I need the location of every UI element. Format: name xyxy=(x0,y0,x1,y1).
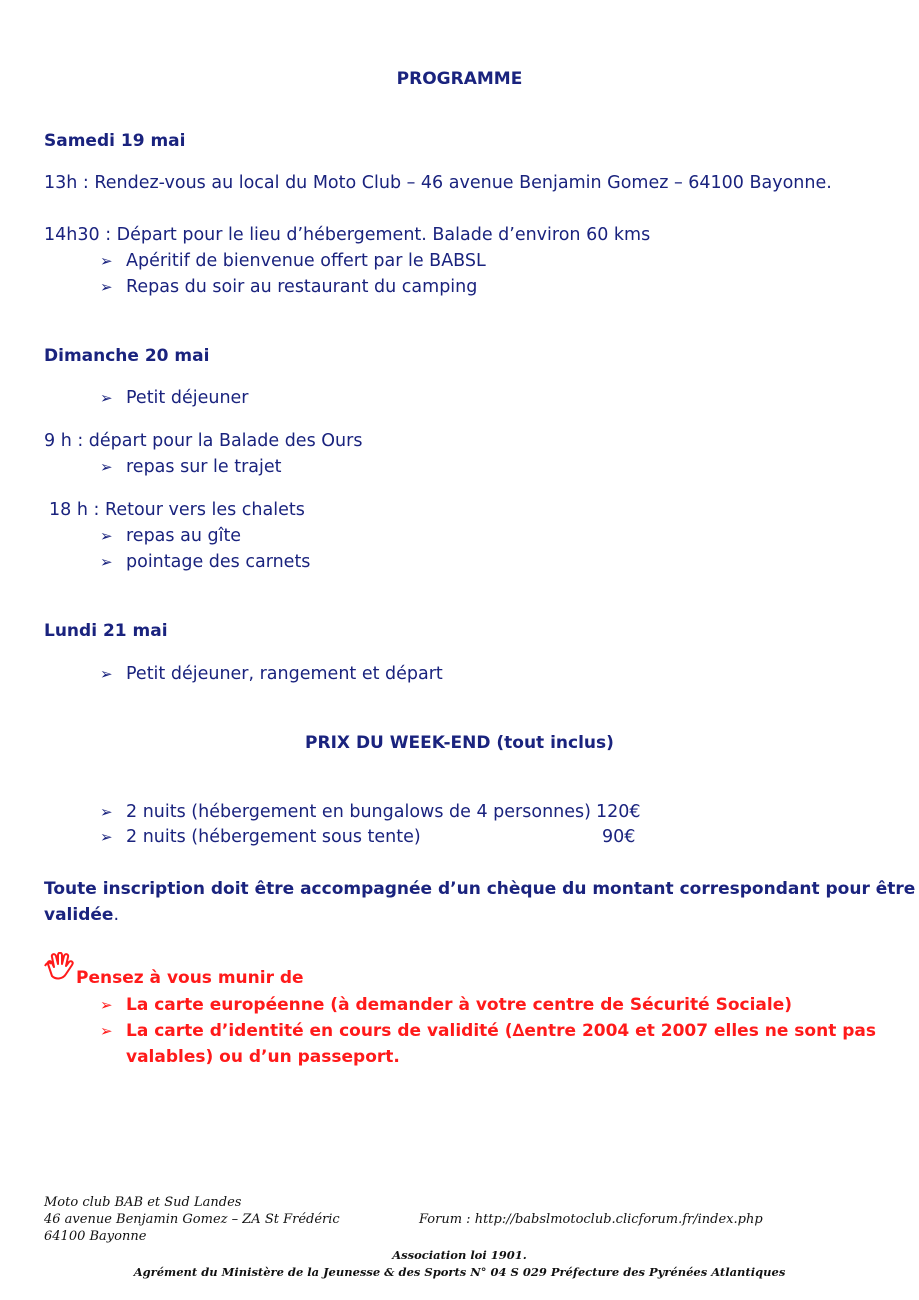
arrow-bullet-icon: ➢ xyxy=(100,458,113,476)
price-row: ➢ 2 nuits (hébergement sous tente) xyxy=(100,827,421,847)
footer-forum: Forum : http://babslmotoclub.clicforum.fr/index.php xyxy=(419,1212,763,1227)
arrow-bullet-icon: ➢ xyxy=(100,996,113,1014)
list-item: ➢ Petit déjeuner xyxy=(100,388,249,408)
list-item: ➢ pointage des carnets xyxy=(100,552,311,572)
list-item-continuation: valables) ou d’un passeport. xyxy=(126,1047,400,1067)
footer-association: Association loi 1901. xyxy=(392,1248,527,1262)
saturday-line-2: 14h30 : Départ pour le lieu d’hébergement. Balade d’environ 60 kms xyxy=(44,225,651,245)
list-item: ➢ repas sur le trajet xyxy=(100,457,282,477)
prices-title: PRIX DU WEEK-END (tout inclus) xyxy=(305,733,614,753)
arrow-bullet-icon: ➢ xyxy=(100,553,113,571)
arrow-bullet-icon: ➢ xyxy=(100,803,113,821)
footer-address: 46 avenue Benjamin Gomez – ZA St Frédéric xyxy=(44,1212,340,1227)
price-value: 120€ xyxy=(596,802,641,822)
list-item: ➢ La carte d’identité en cours de validité (∆entre 2004 et 2007 elles ne sont pas xyxy=(100,1021,876,1041)
list-item: ➢ Repas du soir au restaurant du camping xyxy=(100,277,478,297)
price-value: 90€ xyxy=(602,827,636,847)
footer-agrement: Agrément du Ministère de la Jeunesse & des Sports N° 04 S 029 Préfecture des Pyrénées Atlantiques xyxy=(133,1265,786,1279)
footer-club: Moto club BAB et Sud Landes xyxy=(44,1195,242,1210)
list-item: ➢ Apéritif de bienvenue offert par le BABSL xyxy=(100,251,486,271)
saturday-title: Samedi 19 mai xyxy=(44,131,186,151)
price-row: ➢ 2 nuits (hébergement en bungalows de 4 personnes) xyxy=(100,802,591,822)
saturday-line-1: 13h : Rendez-vous au local du Moto Club – 46 avenue Benjamin Gomez – 64100 Bayonne. xyxy=(44,173,832,193)
arrow-bullet-icon: ➢ xyxy=(100,527,113,545)
footer-city: 64100 Bayonne xyxy=(44,1229,147,1244)
notice-line-1: Toute inscription doit être accompagnée d’un chèque du montant correspondant pour être xyxy=(44,879,916,899)
monday-title: Lundi 21 mai xyxy=(44,621,168,641)
list-item: ➢ repas au gîte xyxy=(100,526,242,546)
arrow-bullet-icon: ➢ xyxy=(100,828,113,846)
sunday-line-1: 9 h : départ pour la Balade des Ours xyxy=(44,431,363,451)
arrow-bullet-icon: ➢ xyxy=(100,1022,113,1040)
sunday-line-2: 18 h : Retour vers les chalets xyxy=(49,500,305,520)
arrow-bullet-icon: ➢ xyxy=(100,665,113,683)
list-item: ➢ La carte européenne (à demander à votre centre de Sécurité Sociale) xyxy=(100,995,793,1015)
list-item: ➢ Petit déjeuner, rangement et départ xyxy=(100,664,443,684)
notice-line-2: validée. xyxy=(44,905,120,925)
page-title: PROGRAMME xyxy=(396,69,523,89)
reminder-title: Pensez à vous munir de xyxy=(76,968,304,988)
arrow-bullet-icon: ➢ xyxy=(100,389,113,407)
arrow-bullet-icon: ➢ xyxy=(100,278,113,296)
hand-icon xyxy=(44,952,76,986)
arrow-bullet-icon: ➢ xyxy=(100,252,113,270)
sunday-title: Dimanche 20 mai xyxy=(44,346,210,366)
